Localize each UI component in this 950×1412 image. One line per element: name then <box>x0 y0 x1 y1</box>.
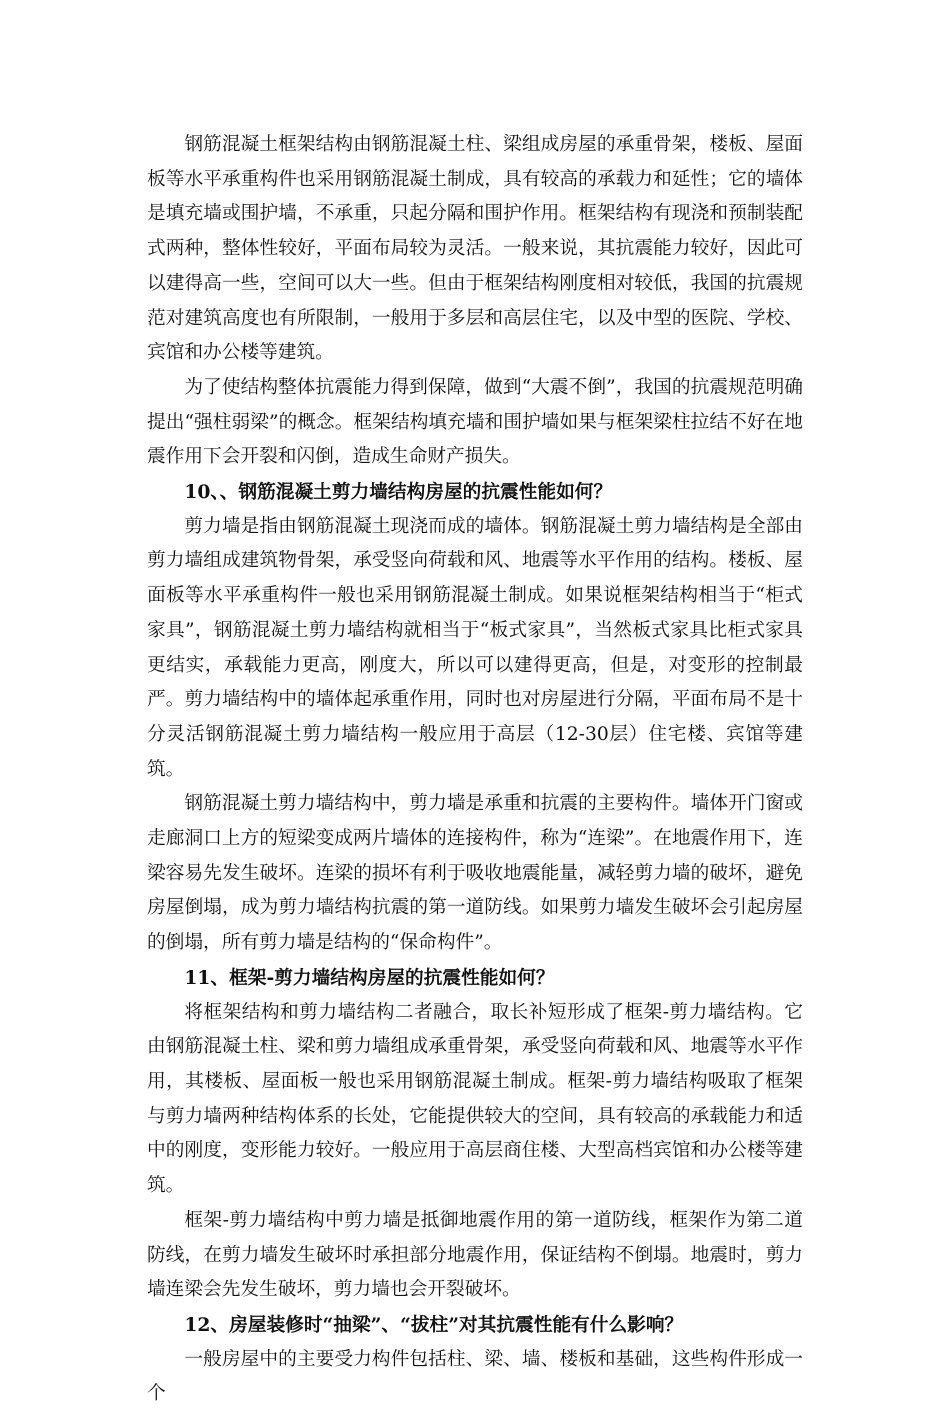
paragraph-strong-column-weak-beam: 为了使结构整体抗震能力得到保障，做到“大震不倒”，我国的抗震规范明确提出“强柱弱梁”的概念。框架结构填充墙和围护墙如果与框架梁柱拉结不好在地震作用下会开裂和闪倒，造成生命财产损失。 <box>147 376 803 468</box>
paragraph-frame-shear-wall: 将框架结构和剪力墙结构二者融合，取长补短形成了框架-剪力墙结构。它由钢筋混凝土柱、梁和剪力墙组成承重骨架，承受竖向荷载和风、地震等水平作用，其楼板、屋面板一般也采用钢筋混凝土制成。框架-剪力墙结构吸取了框架与剪力墙两种结构体系的长处，它能提供较大的空间，具有较高的承载能力和适中的刚度，变形能力较好。一般应用于高层商住楼、大型高档宾馆和办公楼等建筑。 <box>147 1001 803 1197</box>
paragraph-coupling-beam: 钢筋混凝土剪力墙结构中，剪力墙是承重和抗震的主要构件。墙体开门窗或走廊洞口上方的短梁变成两片墙体的连接构件，称为“连梁”。在地震作用下，连梁容易先发生破坏。连梁的损坏有利于吸收地震能量，减轻剪力墙的破坏，避免房屋倒塌，成为剪力墙结构抗震的第一道防线。如果剪力墙发生破坏会引起房屋的倒塌，所有剪力墙是结构的“保命构件”。 <box>147 793 803 954</box>
paragraph-lines-of-defense: 框架-剪力墙结构中剪力墙是抵御地震作用的第一道防线，框架作为第二道防线，在剪力墙发生破坏时承担部分地震作用，保证结构不倒塌。地震时，剪力墙连梁会先发生破坏，剪力墙也会开裂破坏。 <box>147 1209 803 1301</box>
document-page <box>147 128 803 1412</box>
paragraph-shear-wall-definition: 剪力墙是指由钢筋混凝土现浇而成的墙体。钢筋混凝土剪力墙结构是全部由剪力墙组成建筑物骨架，承受竖向荷载和风、地震等水平作用的结构。楼板、屋面板等水平承重构件一般也采用钢筋混凝土制成。如果说框架结构相当于“柜式家具”，钢筋混凝土剪力墙结构就相当于“板式家具”，当然板式家具比柜式家具更结实，承载能力更高，刚度大，所以可以建得更高，但是，对变形的控制最严。剪力墙结构中的墙体起承重作用，同时也对房屋进行分隔，平面布局不是十分灵活钢筋混凝土剪力墙结构一般应用于高层（12-30层）住宅楼、宾馆等建筑。 <box>147 515 803 780</box>
paragraph-load-bearing-members: 一般房屋中的主要受力构件包括柱、梁、墙、楼板和基础，这些构件形成一个 <box>147 1348 803 1405</box>
section-heading-10: 10、、钢筋混凝土剪力墙结构房屋的抗震性能如何？ <box>184 481 613 504</box>
section-heading-12: 12、房屋装修时“抽梁”、“拔柱”对其抗震性能有什么影响？ <box>184 1313 684 1336</box>
section-heading-11: 11、框架-剪力墙结构房屋的抗震性能如何？ <box>184 966 555 989</box>
paragraph-frame-structure: 钢筋混凝土框架结构由钢筋混凝土柱、梁组成房屋的承重骨架，楼板、屋面板等水平承重构件也采用钢筋混凝土制成，具有较高的承载力和延性；它的墙体是填充墙或围护墙，不承重，只起分隔和围护作用。框架结构有现浇和预制装配式两种，整体性较好，平面布局较为灵活。一般来说，其抗震能力较好，因此可以建得高一些，空间可以大一些。但由于框架结构刚度相对较低，我国的抗震规范对建筑高度也有所限制，一般用于多层和高层住宅，以及中型的医院、学校、宾馆和办公楼等建筑。 <box>147 134 803 364</box>
